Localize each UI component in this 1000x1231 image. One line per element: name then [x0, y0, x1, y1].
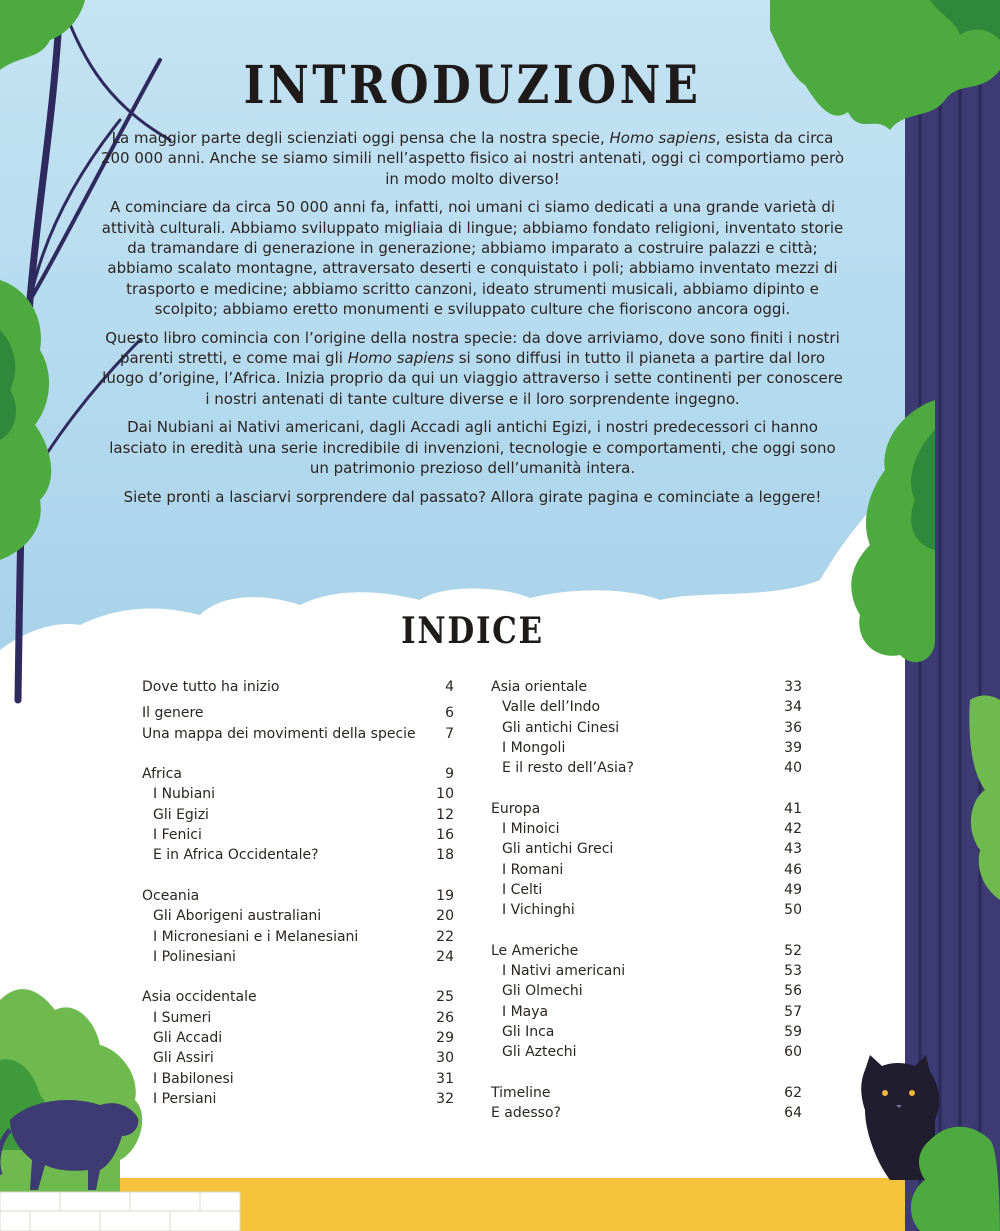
toc-entry-page: 56: [784, 983, 802, 1000]
intro-paragraph: A cominciare da circa 50 000 anni fa, infatti, noi umani ci siamo dedicati a una grande varietà di attività culturali. Abbiamo sviluppato migliaia di lingue; abbiamo fondato religioni, inventato storie da tramandare di generazione in generazione; abbiamo imparato a costruire palazzi e città; abbiamo scalato montagne, attraversato deserti e conquistato i poli; abbiamo inventato mezzi di trasporto e medicine; abbiamo scritto canzoni, ideato strumenti musicali, abbiamo dipinto e scolpito; abbiamo eretto monumenti e sviluppato culture che fioriscono ancora oggi.: [101, 198, 844, 319]
intro-paragraph: La maggior parte degli scienziati oggi pensa che la nostra specie, Homo sapiens, esista da circa 200 000 anni. Anche se siamo simili nell’aspetto fisico ai nostri antenati, oggi ci comportiamo però in modo molto diverso!: [100, 129, 845, 188]
toc-entry[interactable]: [491, 758, 802, 778]
toc-entry-page: 20: [436, 908, 454, 925]
toc-entry-label: I Persiani: [153, 1090, 217, 1107]
toc-entry[interactable]: [491, 839, 802, 859]
toc-entry-page: 49: [784, 881, 802, 898]
toc-entry[interactable]: [142, 825, 454, 845]
toc-entry-label: Gli Accadi: [153, 1030, 223, 1047]
toc-entry-label: Gli antichi Cinesi: [502, 719, 620, 736]
toc-entry-page: 43: [784, 841, 802, 858]
toc-entry-label: I Romani: [502, 861, 564, 878]
toc-entry-label: Europa: [491, 800, 541, 817]
toc-entry-page: 36: [784, 719, 802, 736]
toc-entry-page: 31: [436, 1070, 454, 1087]
toc-entry[interactable]: [142, 724, 454, 744]
toc-entry-page: 33: [784, 679, 802, 695]
toc-entry-page: 42: [784, 821, 802, 838]
toc-entry-label: I Vichinghi: [502, 902, 575, 919]
toc-entry-page: 60: [784, 1044, 802, 1061]
toc-entry[interactable]: [142, 703, 454, 723]
toc-entry-label: Asia orientale: [491, 679, 588, 695]
toc-entry-page: 7: [445, 725, 454, 742]
intro-text: [100, 128, 845, 515]
toc-entry[interactable]: [142, 1008, 454, 1028]
toc-entry-label: Africa: [142, 766, 182, 783]
toc-entry[interactable]: [491, 981, 802, 1001]
toc-entry-page: 24: [436, 948, 454, 965]
toc-entry[interactable]: [491, 677, 802, 697]
toc-entry[interactable]: [142, 906, 454, 926]
toc-entry-page: 4: [445, 679, 454, 695]
toc-entry[interactable]: [142, 886, 454, 906]
toc-entry-label: Gli Aztechi: [502, 1044, 577, 1061]
toc-entry-page: 18: [436, 847, 454, 864]
toc-entry-page: 26: [436, 1009, 454, 1026]
toc-entry[interactable]: [142, 1089, 454, 1109]
intro-paragraph: Questo libro comincia con l’origine della nostra specie: da dove arriviamo, dove sono finiti i nostri parenti stretti, e come mai gli Homo sapiens si sono diffusi in tutto il pianeta a partire dal loro luogo d’origine, l’Africa. Inizia proprio da qui un viaggio attraverso i sette continenti per conoscere i nostri antenati di tante culture diverse e il loro sorprendente ingegno.: [102, 328, 843, 408]
toc-entry-page: 10: [436, 786, 454, 803]
toc-entry-label: I Maya: [502, 1003, 549, 1020]
intro-paragraph: Siete pronti a lasciarvi sorprendere dal passato? Allora girate pagina e cominciate a leggere!: [123, 487, 822, 506]
toc-entry[interactable]: [142, 784, 454, 804]
toc-column-right: [491, 677, 802, 1124]
toc-entry-label: I Polinesiani: [153, 948, 236, 965]
toc-entry-page: 9: [445, 766, 454, 783]
toc-entry-label: I Mongoli: [502, 739, 566, 756]
toc-entry-page: 6: [445, 705, 454, 722]
toc-entry-page: 40: [784, 760, 802, 777]
toc-entry[interactable]: [491, 1042, 802, 1062]
toc-entry-label: Gli Olmechi: [502, 983, 583, 1000]
toc-entry-label: E in Africa Occidentale?: [153, 847, 319, 864]
toc-entry-label: Gli Inca: [502, 1024, 555, 1041]
intro-paragraph: Dai Nubiani ai Nativi americani, dagli Accadi agli antichi Egizi, i nostri predecessori ci hanno lasciato in eredità una serie incredibile di invenzioni, tecnologie e comportamenti, che oggi sono un patrimonio prezioso dell’umanità intera.: [109, 418, 836, 478]
toc-entry[interactable]: [491, 961, 802, 981]
toc-entry[interactable]: [491, 1022, 802, 1042]
toc-entry-label: Gli Egizi: [153, 806, 209, 823]
toc-entry-label: I Nubiani: [153, 786, 216, 803]
toc-entry-label: Dove tutto ha inizio: [142, 679, 280, 695]
toc-entry[interactable]: [142, 677, 454, 697]
toc-entry[interactable]: [491, 819, 802, 839]
toc-entry-label: Gli Assiri: [153, 1050, 214, 1067]
toc-entry-page: 62: [784, 1084, 802, 1101]
toc-entry-page: 46: [784, 861, 802, 878]
index-title: INDICE: [401, 610, 544, 652]
toc-entry[interactable]: [142, 927, 454, 947]
toc-entry-label: I Micronesiani e i Melanesiani: [153, 928, 359, 945]
toc-entry[interactable]: [142, 1069, 454, 1089]
toc-entry-page: 52: [784, 942, 802, 959]
toc-entry-page: 41: [784, 800, 802, 817]
toc-entry[interactable]: [491, 697, 802, 717]
toc-entry-label: Timeline: [491, 1084, 551, 1101]
toc-entry-label: Valle dell’Indo: [502, 699, 601, 716]
toc-entry-page: 59: [784, 1024, 802, 1041]
toc-entry-page: 64: [784, 1105, 802, 1122]
toc-entry[interactable]: [491, 1002, 802, 1022]
intro-title: INTRODUZIONE: [243, 55, 702, 116]
toc-entry-page: 30: [436, 1050, 454, 1067]
toc-entry-page: 50: [784, 902, 802, 919]
toc-entry[interactable]: [142, 947, 454, 967]
toc-entry-label: Gli Aborigeni australiani: [153, 908, 322, 925]
toc-entry[interactable]: [491, 880, 802, 900]
toc-entry[interactable]: [491, 900, 802, 920]
toc-entry[interactable]: [491, 1083, 802, 1103]
toc-entry-page: 32: [436, 1090, 454, 1107]
toc-entry-label: I Babilonesi: [153, 1070, 234, 1087]
toc-entry-page: 53: [784, 963, 802, 980]
toc-entry-page: 29: [436, 1030, 454, 1047]
toc-entry-label: I Minoici: [502, 821, 560, 838]
toc-entry[interactable]: [491, 718, 802, 738]
toc-entry-page: 12: [436, 806, 454, 823]
toc-entry-page: 16: [436, 827, 454, 844]
toc-entry-label: Il genere: [142, 705, 204, 722]
toc-entry[interactable]: [142, 805, 454, 825]
toc-entry[interactable]: [491, 799, 802, 819]
toc-entry-page: 22: [436, 928, 454, 945]
toc-entry-label: I Fenici: [153, 827, 202, 844]
toc-entry[interactable]: [142, 1028, 454, 1048]
toc-entry[interactable]: [491, 941, 802, 961]
toc-entry[interactable]: [491, 738, 802, 758]
toc-entry-label: E il resto dell’Asia?: [502, 760, 634, 777]
toc-entry-label: I Sumeri: [153, 1009, 212, 1026]
toc-entry[interactable]: [491, 1103, 802, 1123]
toc-column-left: [142, 677, 454, 1109]
toc-entry[interactable]: [142, 1048, 454, 1068]
toc-entry-label: Gli antichi Greci: [502, 841, 614, 858]
toc-entry-label: Oceania: [142, 887, 200, 904]
toc-entry-label: Le Americhe: [491, 942, 579, 959]
toc-entry-page: 57: [784, 1003, 802, 1020]
toc-entry-label: E adesso?: [491, 1105, 561, 1122]
toc-entry-page: 34: [784, 699, 802, 716]
toc-entry-label: I Celti: [502, 881, 543, 898]
toc-entry-label: Asia occidentale: [142, 989, 257, 1006]
toc-entry[interactable]: [142, 987, 454, 1007]
toc-entry-label: I Nativi americani: [502, 963, 626, 980]
toc-entry-page: 25: [436, 989, 454, 1006]
toc-entry-label: Una mappa dei movimenti della specie: [142, 725, 416, 742]
toc-entry-page: 19: [436, 887, 454, 904]
toc-entry[interactable]: [142, 845, 454, 865]
toc-entry[interactable]: [142, 764, 454, 784]
toc-entry-page: 39: [784, 739, 802, 756]
toc-entry[interactable]: [491, 860, 802, 880]
